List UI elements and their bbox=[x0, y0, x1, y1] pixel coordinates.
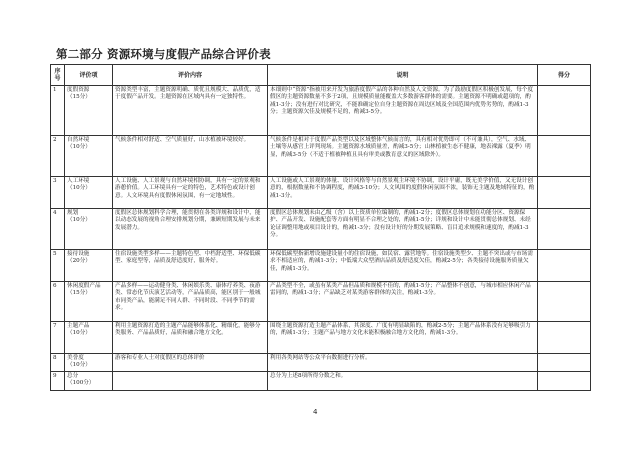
row-desc: 产品类型不全，或虽有某类产品但品质和规模不佳的，酌减1-5分；产品整体不创意，与城市相应休闲产品雷同的，酌减1-3分；产品缺乏对某类游客群体的关注，酌减1-3分。 bbox=[268, 282, 538, 322]
row-desc: 环保低碳型指新增设施建设量小的住宿设施，如民宿、露营地等。住宿设施类型少、主题不突出或与市场需求不相适应的，酌减1-3分；中低端大众型酒店品质及舒适度欠佳，酌减2-5分；各类接待设施服务质量欠佳，酌减1-3分。 bbox=[268, 250, 538, 282]
row-item-name: 度假资源 bbox=[67, 87, 90, 93]
row-content: 游客和专业人士对度假区的总体评价 bbox=[113, 354, 268, 372]
row-item bbox=[65, 371, 113, 390]
row-content bbox=[113, 371, 268, 390]
row-item-points: （10分） bbox=[67, 217, 91, 224]
row-item bbox=[65, 354, 113, 372]
row-content: 产品多样——运动健身类、休闲娱乐类、康体疗养类、夜游类、常态化节庆演艺活动等，产品品质高，能区别于一般城市同类产品，能满足不同人群、不同时段、不同季节的需求。 bbox=[113, 282, 268, 322]
row-score bbox=[538, 209, 591, 250]
row-no: 1 bbox=[51, 86, 65, 136]
row-item-name: 休闲度假产品 bbox=[67, 283, 101, 289]
row-desc: 总分为上述8项所得分数之和。 bbox=[268, 371, 538, 390]
header-item: 评价项 bbox=[65, 65, 113, 86]
row-item-points: （10分） bbox=[67, 362, 91, 369]
row-no: 3 bbox=[51, 177, 65, 209]
row-item-name: 主题产品 bbox=[67, 323, 90, 329]
row-item-name: 接待设施 bbox=[67, 251, 90, 257]
row-item-name: 美誉度 bbox=[67, 355, 84, 361]
table-row bbox=[51, 136, 591, 177]
row-item-name: 人工环境 bbox=[67, 178, 90, 184]
row-item bbox=[65, 282, 113, 322]
table-row bbox=[51, 209, 591, 250]
row-desc: 度假区总体规划未由乙级（含）以上资质单位编制的，酌减1-2分；度假区总体规划在功能分区、资源保护、产品开发、设施配套等方面有明显不合理之处的，酌减1-5分；详规和设计中未能贯彻总体规划、未经论证调整用地或项目设计的，酌减1-3分；没有设计好的分期发展策略、盲目追求规模和速度的，酌减1-3分。 bbox=[268, 209, 538, 250]
row-score bbox=[538, 322, 591, 354]
row-content: 资源类型丰富，主题资源明确、质优且规模大、品质优，适于度假产品开发。主题资源在区域内具有一定独特性。 bbox=[113, 86, 268, 136]
row-no: 4 bbox=[51, 209, 65, 250]
table-row bbox=[51, 322, 591, 354]
row-no: 2 bbox=[51, 136, 65, 177]
row-content: 住宿设施类型多样——主题特色型、中档舒适型、环保低碳型、家庭型等，品质及舒适度好，服务好。 bbox=[113, 250, 268, 282]
row-score bbox=[538, 250, 591, 282]
row-no: 5 bbox=[51, 250, 65, 282]
row-item-name: 规划 bbox=[67, 210, 79, 216]
row-content: 度假区总体规划科学合理，能贯彻在各类详规和设计中，能以动态发展的视角合理安排规划分期，兼顾短期发展与未来发展潜力。 bbox=[113, 209, 268, 250]
row-score bbox=[538, 282, 591, 322]
row-item-points: （10分） bbox=[67, 185, 91, 192]
table-row bbox=[51, 354, 591, 372]
row-item bbox=[65, 209, 113, 250]
row-item bbox=[65, 136, 113, 177]
row-desc: 围绕主题资源打造主题产品体系，其深度、广度有明显缺陷的，酌减2-5分；主题产品体系没有足够吸引力的，酌减1-3分；主题产品与地方文化未能积极融合地方文化的，酌减1-3分。 bbox=[268, 322, 538, 354]
row-item-points: （15分） bbox=[67, 290, 91, 297]
row-item-name: 总分 bbox=[67, 372, 79, 379]
header-score: 得分 bbox=[538, 65, 591, 86]
row-no: 6 bbox=[51, 282, 65, 322]
table-row bbox=[51, 86, 591, 136]
row-item bbox=[65, 177, 113, 209]
header-desc: 说明 bbox=[268, 65, 538, 86]
table-row bbox=[51, 371, 591, 390]
row-item-points: （100分） bbox=[67, 380, 95, 387]
row-no: 9 bbox=[51, 371, 65, 390]
row-item-points: （10分） bbox=[67, 144, 91, 151]
row-score bbox=[538, 354, 591, 372]
row-content: 利用主题资源打造的主题产品能够体系化、精细化，能够分类服务、产品品质好，品质和融合地方文化。 bbox=[113, 322, 268, 354]
row-item bbox=[65, 322, 113, 354]
row-item-points: （10分） bbox=[67, 330, 91, 337]
row-desc: 利用各类网站等公众平台数据进行分析。 bbox=[268, 354, 538, 372]
table-row bbox=[51, 177, 591, 209]
evaluation-table bbox=[50, 64, 591, 391]
row-item bbox=[65, 86, 113, 136]
row-desc: 本细则中“资源”指被用来开发为旅游度假产品的各种自然及人文资源。为了鼓励度假区积极创发展，每个度假区的主题资源数量不多于2项，且规模质量能覆盖大多数游客群体的需要。主题资源不明确或超项的，酌减1-3分；没有进行对比研究，不能准确定位自身主题资源在周边区域及全国范围内优势劣势的，酌减1-3分；主题资源欠佳及规模不足的，酌减3-5分。 bbox=[268, 86, 538, 136]
table-header-row bbox=[51, 65, 591, 86]
row-content: 人工设施、人工景观与自然环境相协调，具有一定的景观和游憩价值。人工环境具有一定的特色，艺术特色或设计创意。人文环境具有度假休闲氛围，有一定地域性。 bbox=[113, 177, 268, 209]
page-number: 4 bbox=[313, 408, 318, 416]
row-desc: 气候条件是相对于度假产品类型以及区域整体气候而言的，具有相对优势即可（不可兼具），空气、水域、土壤等从感官上评判现场。主题资源水域质量差，酌减3-5分；山林植被生态不健康，地表裸露（夏季）明显，酌减3-5分（不适于植被种植且具有审美或教育意义的区域除外）。 bbox=[268, 136, 538, 177]
row-item-name: 自然环境 bbox=[67, 137, 90, 143]
row-item bbox=[65, 250, 113, 282]
row-no: 8 bbox=[51, 354, 65, 372]
row-content: 气候条件相对舒适、空气质量好，山水植被环境较好。 bbox=[113, 136, 268, 177]
row-item-points: （15分） bbox=[67, 94, 91, 101]
row-score bbox=[538, 86, 591, 136]
row-score bbox=[538, 177, 591, 209]
row-no: 7 bbox=[51, 322, 65, 354]
row-score bbox=[538, 136, 591, 177]
header-content: 评价内容 bbox=[113, 65, 268, 86]
row-item-points: （20分） bbox=[67, 258, 91, 265]
table-row bbox=[51, 282, 591, 322]
header-no: 序号 bbox=[51, 65, 65, 86]
table-row bbox=[51, 250, 591, 282]
row-score bbox=[538, 371, 591, 390]
page-title: 第二部分 资源环境与度假产品综合评价表 bbox=[56, 47, 271, 61]
row-desc: 人工设施或人工景观的体量、设计风格等与自然景观主环境不协调，设计平庸，既无美学价值，又无设计创意的，根据数量和不协调程度，酌减3-10分；人文风围的度假休闲氛围不浓，装饰无主题及地域特征的，酌减1-3分。 bbox=[268, 177, 538, 209]
